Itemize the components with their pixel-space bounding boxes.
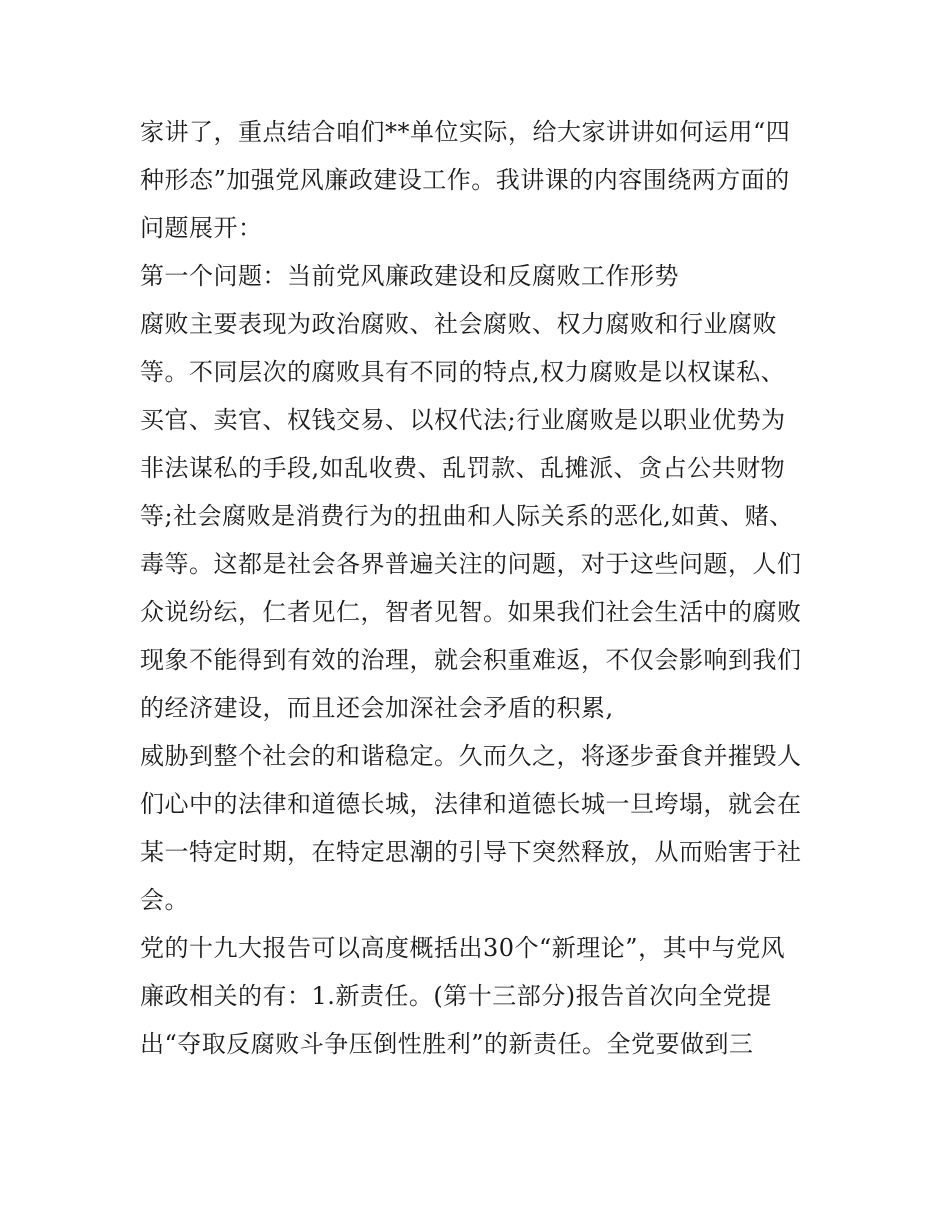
text-line: 威胁到整个社会的和谐稳定。久而久之，将逐步蚕食并摧毁人 <box>140 742 802 770</box>
text-line: 买官、卖官、权钱交易、以权代法;行业腐败是以职业优势为 <box>140 406 786 434</box>
text-line: 等;社会腐败是消费行为的扭曲和人际关系的恶化,如黄、赌、 <box>140 502 794 530</box>
section-heading: 第一个问题：当前党风廉政建设和反腐败工作形势 <box>140 262 679 290</box>
text-line: 非法谋私的手段,如乱收费、乱罚款、乱摊派、贪占公共财物 <box>140 454 786 482</box>
text-line: 种形态”加强党风廉政建设工作。我讲课的内容围绕两方面的 <box>140 166 790 194</box>
text-line: 现象不能得到有效的治理，就会积重难返，不仅会影响到我们 <box>140 646 802 674</box>
document-body <box>140 108 830 1068</box>
text-line: 众说纷纭，仁者见仁，智者见智。如果我们社会生活中的腐败 <box>140 598 802 626</box>
text-line: 出“夺取反腐败斗争压倒性胜利”的新责任。全党要做到三 <box>140 1030 754 1058</box>
text-line: 等。不同层次的腐败具有不同的特点,权力腐败是以权谋私、 <box>140 358 786 386</box>
text-line: 家讲了，重点结合咱们**单位实际，给大家讲讲如何运用“四 <box>140 118 791 146</box>
text-line: 某一特定时期，在特定思潮的引导下突然释放，从而贻害于社 <box>140 838 802 866</box>
text-line: 党的十九大报告可以高度概括出30个“新理论”，其中与党风 <box>140 934 786 962</box>
text-line: 廉政相关的有：1.新责任。(第十三部分)报告首次向全党提 <box>140 982 772 1010</box>
text-line: 们心中的法律和道德长城，法律和道德长城一旦垮塌，就会在 <box>140 790 802 818</box>
text-line: 毒等。这都是社会各界普遍关注的问题，对于这些问题，人们 <box>140 550 802 578</box>
text-line: 的经济建设，而且还会加深社会矛盾的积累, <box>140 694 614 722</box>
text-line: 问题展开： <box>140 214 263 242</box>
text-line: 腐败主要表现为政治腐败、社会腐败、权力腐败和行业腐败 <box>140 310 777 338</box>
text-line: 会。 <box>140 886 189 914</box>
